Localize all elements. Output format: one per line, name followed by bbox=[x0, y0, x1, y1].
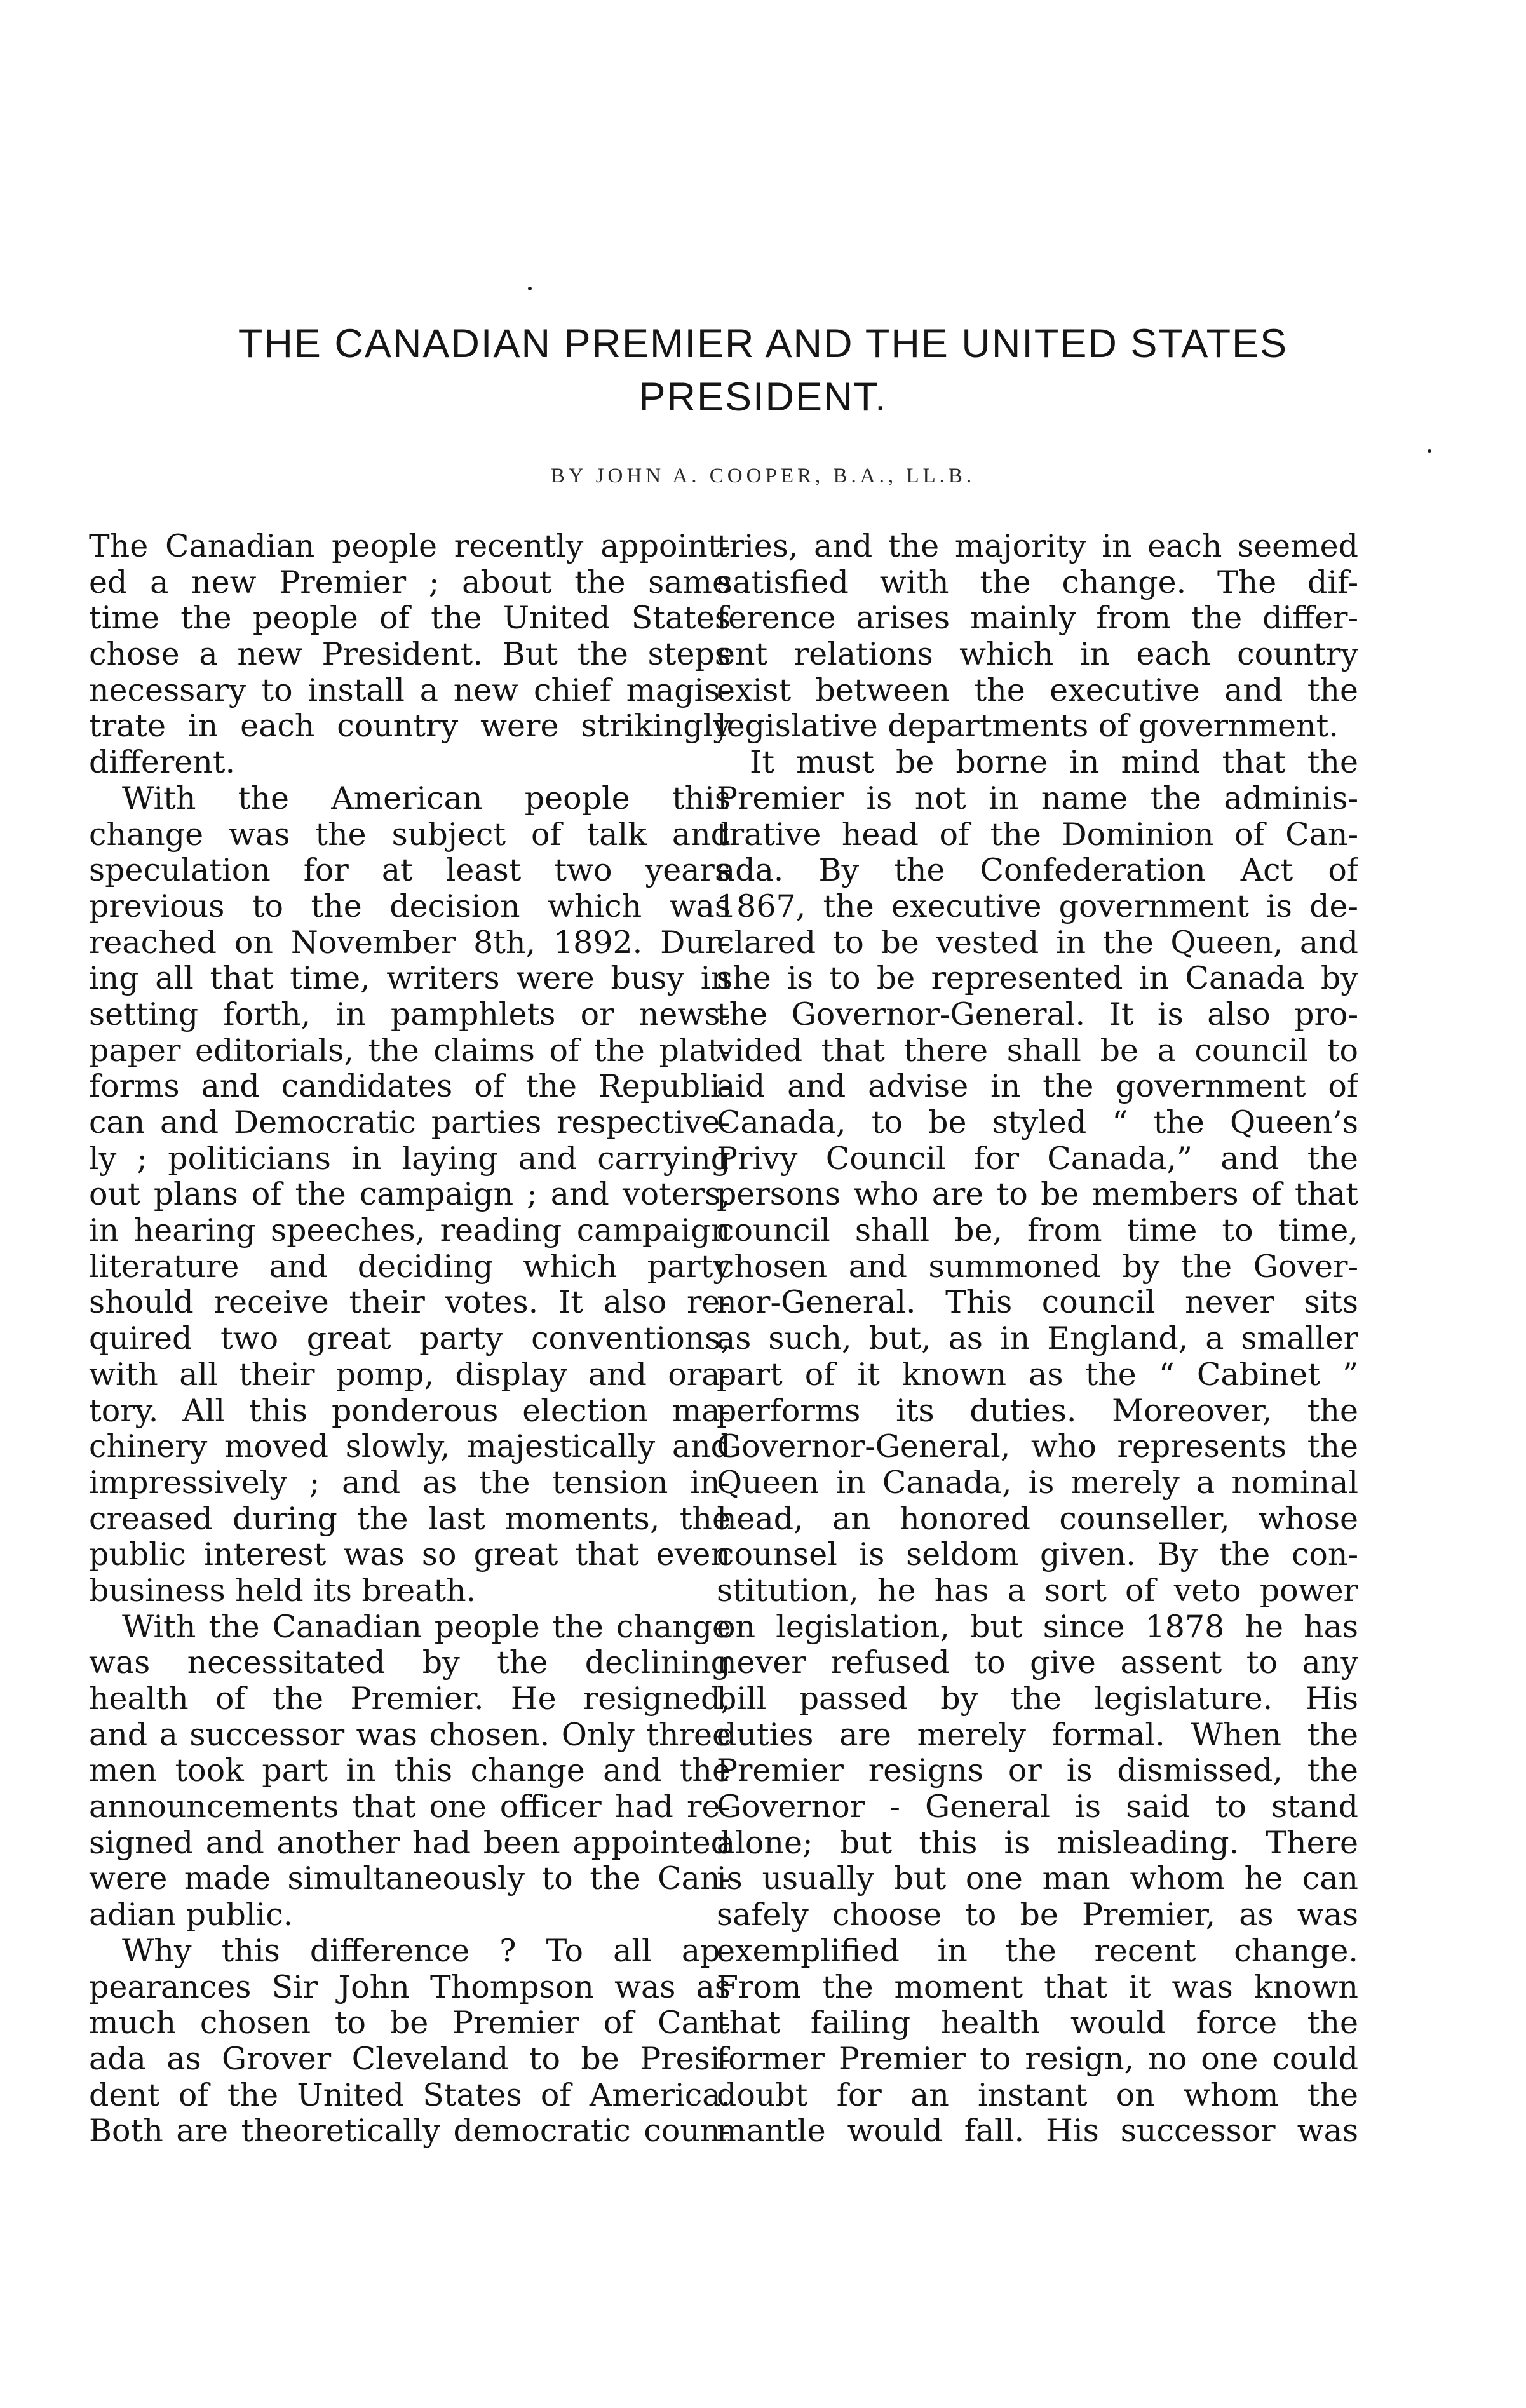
text-line: should receive their votes. It also re- bbox=[89, 1285, 731, 1321]
text-line: part of it known as the “ Cabinet ” bbox=[717, 1356, 1358, 1393]
text-line: duties are merely formal. When the bbox=[717, 1717, 1358, 1753]
text-line: adian public. bbox=[89, 1897, 294, 1933]
text-line: 1867, the executive government is de- bbox=[717, 888, 1358, 924]
text-line: ada. By the Confederation Act of bbox=[717, 853, 1358, 889]
text-line: were made simultaneously to the Can- bbox=[89, 1861, 731, 1897]
article-title-line-2: PRESIDENT. bbox=[638, 375, 888, 419]
text-line: that failing health would force the bbox=[717, 2005, 1358, 2041]
text-line: With the Canadian people the change bbox=[122, 1609, 731, 1645]
text-line: Canada, to be styled “ the Queen’s bbox=[717, 1105, 1358, 1140]
text-line: creased during the last moments, the bbox=[89, 1501, 731, 1537]
text-line: pearances Sir John Thompson was as bbox=[89, 1969, 731, 2005]
text-line: doubt for an instant on whom the bbox=[717, 2077, 1358, 2113]
text-line: out plans of the campaign ; and voters, bbox=[89, 1177, 731, 1213]
text-line: was necessitated by the declining bbox=[89, 1645, 731, 1681]
text-line: Governor - General is said to stand bbox=[717, 1789, 1358, 1825]
text-line: on legislation, but since 1878 he has bbox=[717, 1609, 1358, 1645]
article-byline: BY JOHN A. COOPER, B.A., LL.B. bbox=[550, 464, 976, 487]
text-line: reached on November 8th, 1892. Dur- bbox=[89, 924, 731, 961]
left-text-column bbox=[89, 529, 731, 2149]
text-line: she is to be represented in Canada by bbox=[717, 961, 1358, 997]
text-line: legislative departments of government. bbox=[717, 708, 1339, 745]
right-text-column bbox=[717, 529, 1358, 2149]
text-line: bill passed by the legislature. His bbox=[717, 1681, 1358, 1717]
text-line: council shall be, from time to time, bbox=[717, 1213, 1358, 1249]
text-line: literature and deciding which party bbox=[89, 1248, 731, 1285]
text-line: Queen in Canada, is merely a nominal bbox=[717, 1464, 1358, 1501]
text-line: chosen and summoned by the Gover- bbox=[717, 1248, 1358, 1285]
text-line: performs its duties. Moreover, the bbox=[717, 1393, 1358, 1429]
text-line: setting forth, in pamphlets or news- bbox=[89, 996, 731, 1032]
text-line: stitution, he has a sort of veto power bbox=[717, 1573, 1358, 1609]
text-line: different. bbox=[89, 745, 236, 781]
text-line: much chosen to be Premier of Can- bbox=[89, 2005, 731, 2041]
print-speck-top bbox=[528, 287, 532, 290]
text-line: chose a new President. But the steps bbox=[89, 637, 731, 673]
text-line: ent relations which in each country bbox=[717, 637, 1358, 673]
text-line: satisfied with the change. The dif- bbox=[717, 564, 1358, 600]
text-line: Premier is not in name the adminis- bbox=[717, 780, 1358, 816]
text-line: public interest was so great that even bbox=[89, 1537, 731, 1573]
text-line: forms and candidates of the Republi- bbox=[89, 1069, 731, 1105]
text-line: aid and advise in the government of bbox=[717, 1069, 1358, 1105]
text-line: Premier resigns or is dismissed, the bbox=[717, 1753, 1358, 1789]
text-line: The Canadian people recently appoint- bbox=[89, 529, 731, 564]
text-line: never refused to give assent to any bbox=[717, 1645, 1358, 1681]
text-line: health of the Premier. He resigned, bbox=[89, 1681, 731, 1717]
text-line: Why this difference ? To all ap- bbox=[122, 1933, 731, 1969]
text-line: speculation for at least two years bbox=[89, 853, 731, 889]
text-line: business held its breath. bbox=[89, 1573, 476, 1609]
text-line: nor-General. This council never sits bbox=[717, 1285, 1358, 1321]
text-line: trative head of the Dominion of Can- bbox=[717, 816, 1358, 853]
text-line: and a successor was chosen. Only three bbox=[89, 1717, 731, 1753]
text-line: with all their pomp, display and ora- bbox=[89, 1356, 731, 1393]
text-line: ly ; politicians in laying and carrying bbox=[89, 1140, 731, 1177]
article-title-line-1: THE CANADIAN PREMIER AND THE UNITED STATES bbox=[238, 321, 1288, 366]
text-line: as such, but, as in England, a smaller bbox=[717, 1321, 1358, 1357]
text-line: counsel is seldom given. By the con- bbox=[717, 1537, 1358, 1573]
text-line: ing all that time, writers were busy in bbox=[89, 961, 731, 997]
text-line: is usually but one man whom he can bbox=[717, 1861, 1358, 1897]
text-line: paper editorials, the claims of the plat- bbox=[89, 1032, 731, 1069]
text-line: persons who are to be members of that bbox=[717, 1177, 1358, 1213]
text-line: alone; but this is misleading. There bbox=[717, 1825, 1358, 1861]
text-line: ada as Grover Cleveland to be Presi- bbox=[89, 2041, 731, 2077]
text-line: in hearing speeches, reading campaign bbox=[89, 1213, 731, 1249]
text-line: signed and another had been appointed bbox=[89, 1825, 731, 1861]
text-line: change was the subject of talk and bbox=[89, 816, 731, 853]
print-speck-right bbox=[1428, 449, 1431, 453]
text-line: exemplified in the recent change. bbox=[717, 1933, 1358, 1969]
text-line: time the people of the United States bbox=[89, 600, 731, 637]
text-line: announcements that one officer had re- bbox=[89, 1789, 731, 1825]
text-line: From the moment that it was known bbox=[717, 1969, 1358, 2005]
text-line: mantle would fall. His successor was bbox=[717, 2113, 1358, 2149]
text-line: quired two great party conventions, bbox=[89, 1321, 731, 1357]
text-line: safely choose to be Premier, as was bbox=[717, 1897, 1358, 1933]
text-line: clared to be vested in the Queen, and bbox=[717, 924, 1358, 961]
text-line: ed a new Premier ; about the same bbox=[89, 564, 731, 600]
text-line: previous to the decision which was bbox=[89, 888, 731, 924]
text-line: head, an honored counseller, whose bbox=[717, 1501, 1358, 1537]
text-line: men took part in this change and the bbox=[89, 1753, 731, 1789]
text-line: the Governor-General. It is also pro- bbox=[717, 996, 1358, 1032]
text-line: can and Democratic parties respective- bbox=[89, 1105, 731, 1140]
text-line: Both are theoretically democratic coun- bbox=[89, 2113, 731, 2149]
text-line: former Premier to resign, no one could bbox=[717, 2041, 1358, 2077]
text-line: dent of the United States of America. bbox=[89, 2077, 731, 2113]
text-line: chinery moved slowly, majestically and bbox=[89, 1429, 731, 1465]
text-line: vided that there shall be a council to bbox=[717, 1032, 1358, 1069]
text-line: It must be borne in mind that the bbox=[750, 745, 1358, 781]
text-line: tries, and the majority in each seemed bbox=[717, 529, 1358, 564]
text-line: Governor-General, who represents the bbox=[717, 1429, 1358, 1465]
text-line: impressively ; and as the tension in- bbox=[89, 1464, 731, 1501]
text-line: Privy Council for Canada,” and the bbox=[717, 1140, 1358, 1177]
text-line: exist between the executive and the bbox=[717, 672, 1358, 708]
text-line: necessary to install a new chief magis- bbox=[89, 672, 731, 708]
text-line: With the American people this bbox=[122, 780, 731, 816]
text-line: trate in each country were strikingly bbox=[89, 708, 731, 745]
text-line: tory. All this ponderous election ma- bbox=[89, 1393, 731, 1429]
text-line: ference arises mainly from the differ- bbox=[717, 600, 1358, 637]
